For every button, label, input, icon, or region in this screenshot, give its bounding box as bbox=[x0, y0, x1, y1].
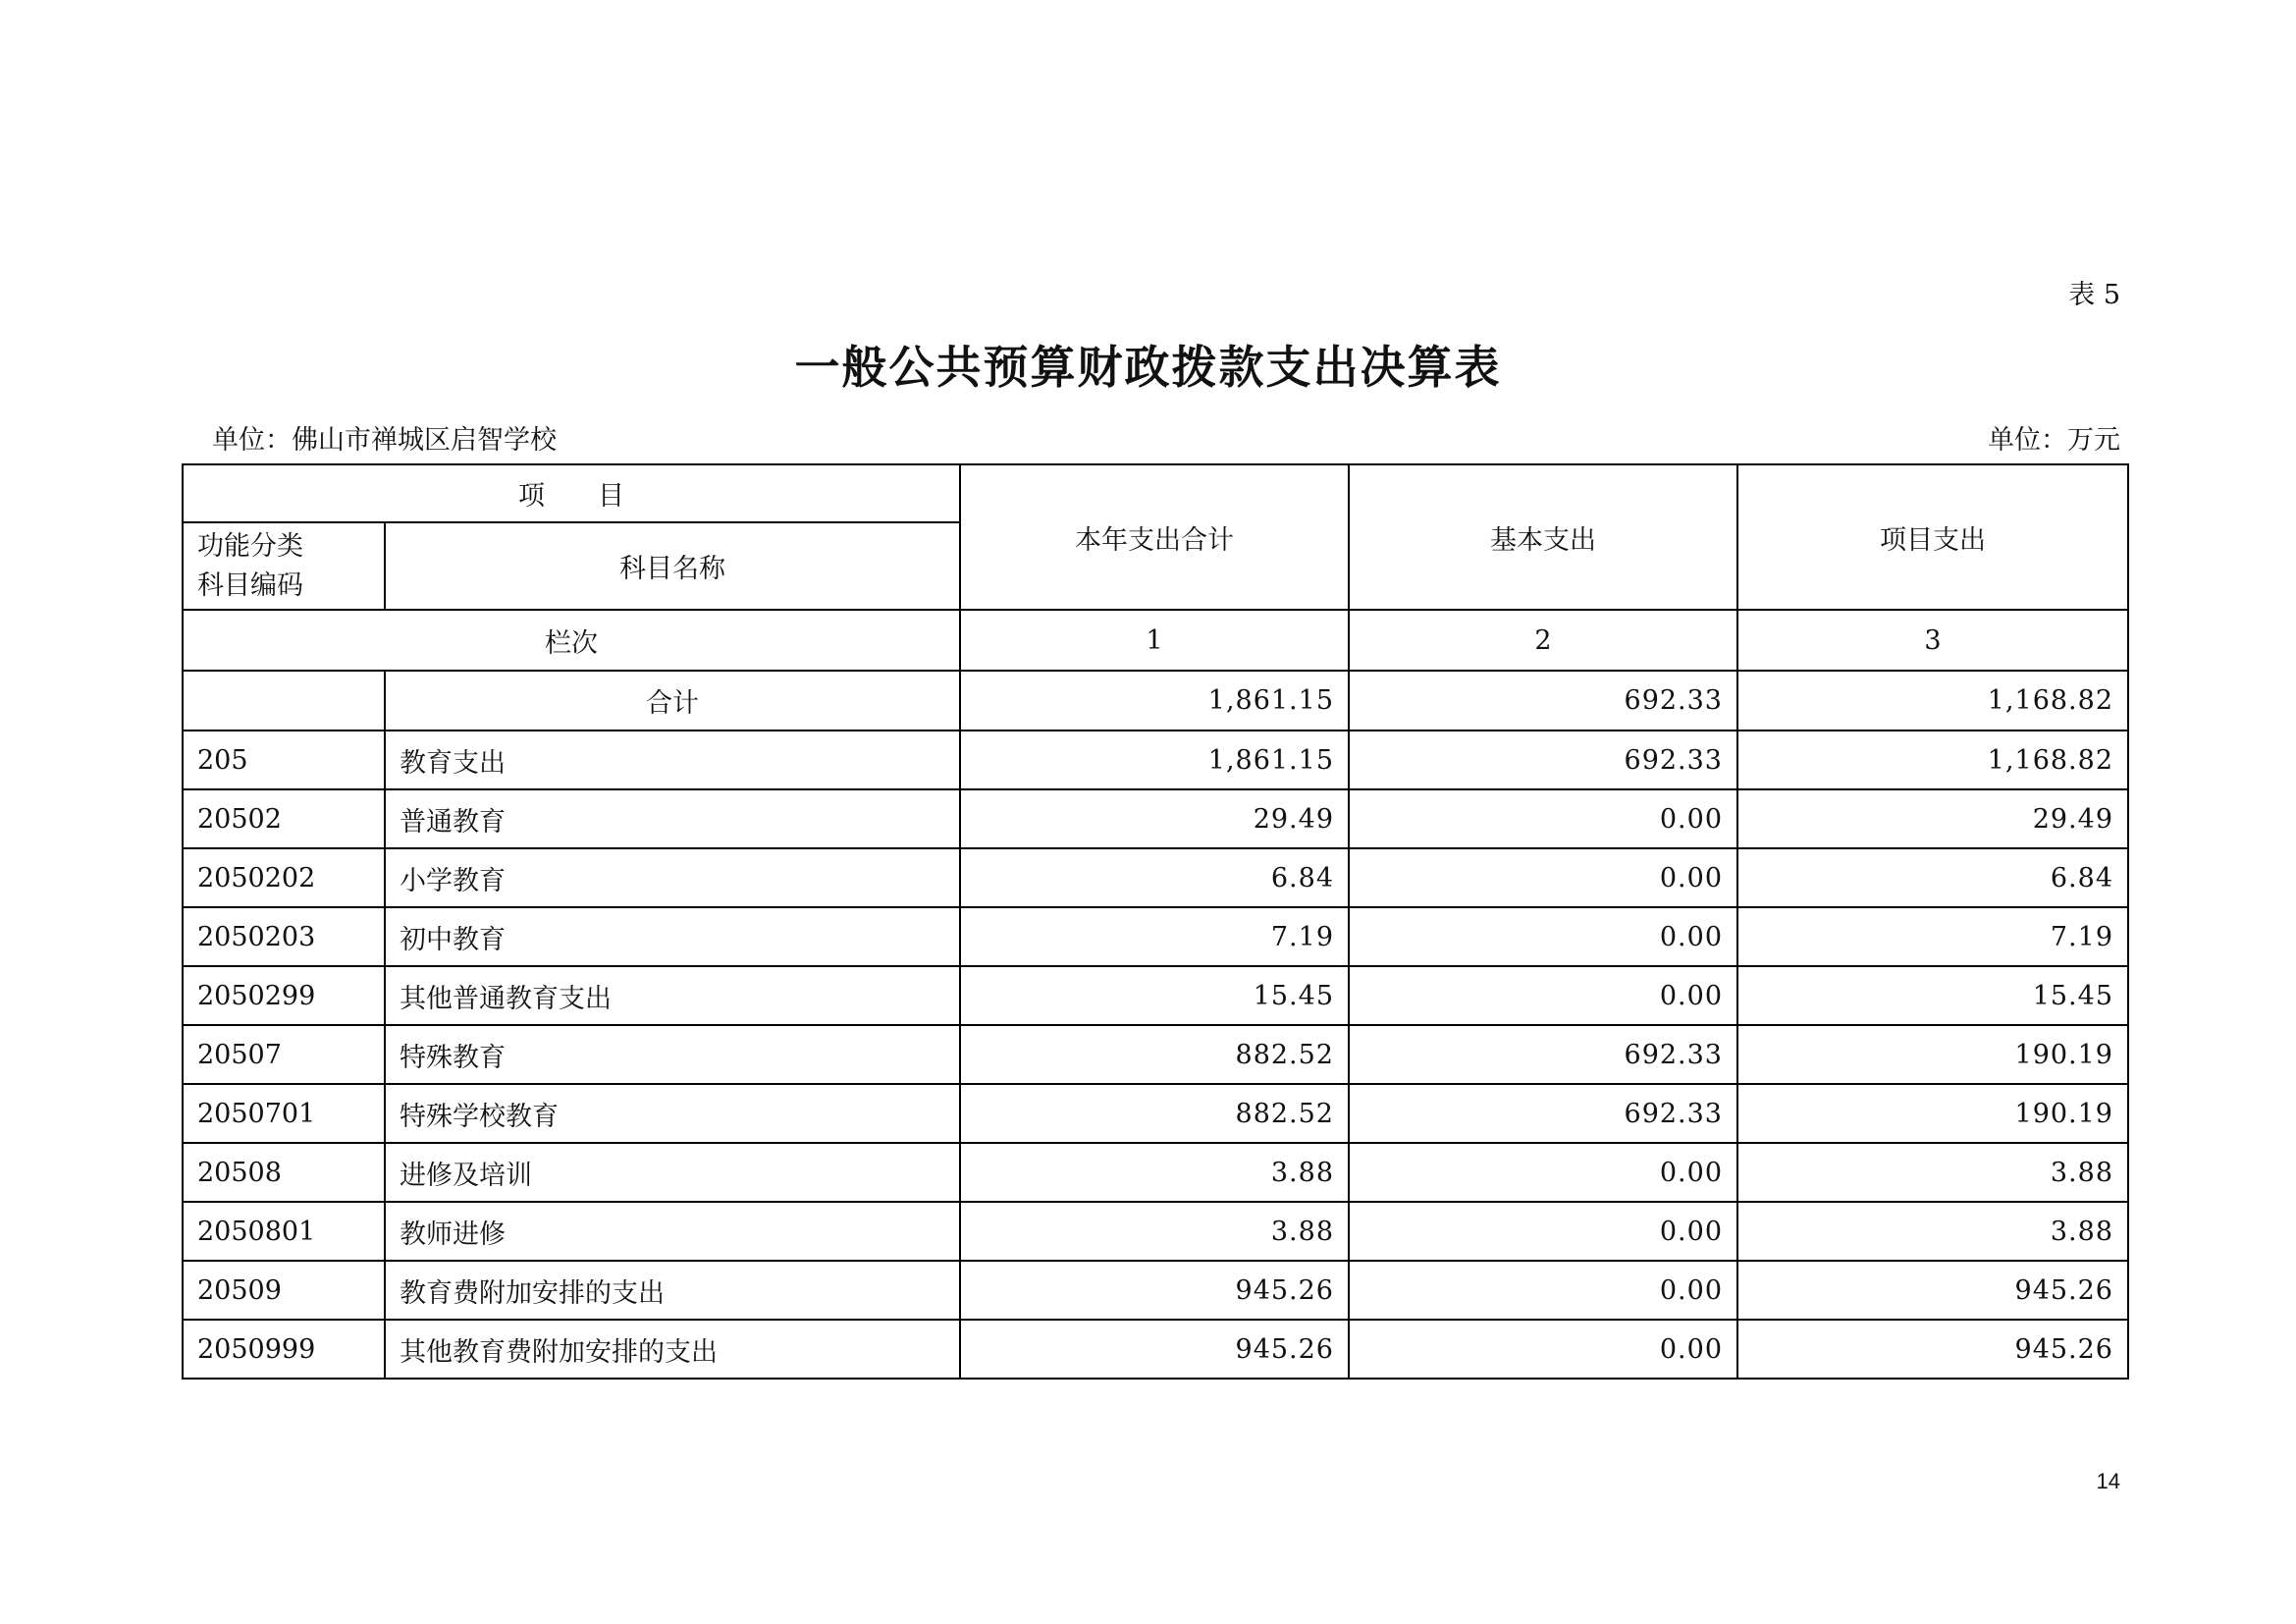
table-row bbox=[183, 1143, 2128, 1202]
column-number-3: 3 bbox=[1737, 610, 2128, 671]
total-row bbox=[183, 671, 2128, 731]
expenditure-table-container bbox=[182, 463, 2127, 1380]
row-code: 2050203 bbox=[183, 907, 385, 966]
page-number: 14 bbox=[2096, 1469, 2120, 1493]
header-function-code bbox=[183, 522, 385, 610]
row-basic-expenditure: 0.00 bbox=[1349, 907, 1737, 966]
row-basic-expenditure: 0.00 bbox=[1349, 966, 1737, 1025]
row-total-expenditure: 3.88 bbox=[960, 1143, 1349, 1202]
table-row bbox=[183, 789, 2128, 848]
row-subject-name: 其他普通教育支出 bbox=[385, 966, 960, 1025]
total-row-basic: 692.33 bbox=[1349, 671, 1737, 731]
row-total-expenditure: 3.88 bbox=[960, 1202, 1349, 1261]
row-subject-name: 初中教育 bbox=[385, 907, 960, 966]
row-total-expenditure: 882.52 bbox=[960, 1084, 1349, 1143]
row-total-expenditure: 7.19 bbox=[960, 907, 1349, 966]
column-number-2: 2 bbox=[1349, 610, 1737, 671]
row-project-expenditure: 6.84 bbox=[1737, 848, 2128, 907]
expenditure-table bbox=[182, 463, 2129, 1380]
header-subject-name: 科目名称 bbox=[385, 522, 960, 610]
row-subject-name: 进修及培训 bbox=[385, 1143, 960, 1202]
row-code: 20508 bbox=[183, 1143, 385, 1202]
column-number-1: 1 bbox=[960, 610, 1349, 671]
header-function-code-line1: 功能分类 bbox=[197, 530, 303, 562]
row-subject-name: 其他教育费附加安排的支出 bbox=[385, 1320, 960, 1379]
column-order-row bbox=[183, 610, 2128, 671]
row-total-expenditure: 29.49 bbox=[960, 789, 1349, 848]
table-row bbox=[183, 848, 2128, 907]
column-order-label: 栏次 bbox=[183, 610, 960, 671]
row-subject-name: 教师进修 bbox=[385, 1202, 960, 1261]
reporting-unit: 单位：佛山市禅城区启智学校 bbox=[212, 425, 557, 456]
row-basic-expenditure: 0.00 bbox=[1349, 789, 1737, 848]
row-basic-expenditure: 0.00 bbox=[1349, 1202, 1737, 1261]
row-project-expenditure: 3.88 bbox=[1737, 1143, 2128, 1202]
row-project-expenditure: 945.26 bbox=[1737, 1320, 2128, 1379]
row-subject-name: 教育支出 bbox=[385, 731, 960, 789]
row-project-expenditure: 190.19 bbox=[1737, 1025, 2128, 1084]
row-subject-name: 普通教育 bbox=[385, 789, 960, 848]
row-total-expenditure: 15.45 bbox=[960, 966, 1349, 1025]
row-basic-expenditure: 0.00 bbox=[1349, 1320, 1737, 1379]
row-subject-name: 小学教育 bbox=[385, 848, 960, 907]
row-code: 205 bbox=[183, 731, 385, 789]
document-title: 一般公共预算财政拨款支出决算表 bbox=[794, 341, 1502, 394]
table-row bbox=[183, 1025, 2128, 1084]
row-project-expenditure: 7.19 bbox=[1737, 907, 2128, 966]
row-project-expenditure: 15.45 bbox=[1737, 966, 2128, 1025]
row-total-expenditure: 945.26 bbox=[960, 1320, 1349, 1379]
row-code: 2050202 bbox=[183, 848, 385, 907]
row-code: 2050999 bbox=[183, 1320, 385, 1379]
row-total-expenditure: 6.84 bbox=[960, 848, 1349, 907]
row-code: 2050701 bbox=[183, 1084, 385, 1143]
row-basic-expenditure: 692.33 bbox=[1349, 1025, 1737, 1084]
table-row bbox=[183, 1320, 2128, 1379]
header-project-expenditure: 项目支出 bbox=[1737, 464, 2128, 610]
row-project-expenditure: 29.49 bbox=[1737, 789, 2128, 848]
total-row-label: 合计 bbox=[385, 671, 960, 731]
total-row-total: 1,861.15 bbox=[960, 671, 1349, 731]
header-item: 项 目 bbox=[183, 464, 960, 522]
row-project-expenditure: 190.19 bbox=[1737, 1084, 2128, 1143]
row-basic-expenditure: 0.00 bbox=[1349, 1261, 1737, 1320]
row-code: 2050299 bbox=[183, 966, 385, 1025]
row-project-expenditure: 3.88 bbox=[1737, 1202, 2128, 1261]
currency-unit: 单位：万元 bbox=[1988, 425, 2120, 456]
row-basic-expenditure: 0.00 bbox=[1349, 848, 1737, 907]
row-code: 20502 bbox=[183, 789, 385, 848]
row-subject-name: 教育费附加安排的支出 bbox=[385, 1261, 960, 1320]
row-basic-expenditure: 692.33 bbox=[1349, 731, 1737, 789]
header-total-expenditure: 本年支出合计 bbox=[960, 464, 1349, 610]
row-subject-name: 特殊学校教育 bbox=[385, 1084, 960, 1143]
row-basic-expenditure: 692.33 bbox=[1349, 1084, 1737, 1143]
table-row bbox=[183, 966, 2128, 1025]
row-basic-expenditure: 0.00 bbox=[1349, 1143, 1737, 1202]
row-total-expenditure: 1,861.15 bbox=[960, 731, 1349, 789]
table-number: 表 5 bbox=[2068, 280, 2120, 310]
row-subject-name: 特殊教育 bbox=[385, 1025, 960, 1084]
table-row bbox=[183, 907, 2128, 966]
header-function-code-line2: 科目编码 bbox=[197, 569, 303, 601]
header-basic-expenditure: 基本支出 bbox=[1349, 464, 1737, 610]
table-row bbox=[183, 1261, 2128, 1320]
row-total-expenditure: 945.26 bbox=[960, 1261, 1349, 1320]
table-row bbox=[183, 1202, 2128, 1261]
total-row-project: 1,168.82 bbox=[1737, 671, 2128, 731]
row-code: 20507 bbox=[183, 1025, 385, 1084]
row-total-expenditure: 882.52 bbox=[960, 1025, 1349, 1084]
table-row bbox=[183, 1084, 2128, 1143]
row-project-expenditure: 945.26 bbox=[1737, 1261, 2128, 1320]
total-row-code bbox=[183, 671, 385, 731]
row-code: 2050801 bbox=[183, 1202, 385, 1261]
row-code: 20509 bbox=[183, 1261, 385, 1320]
row-project-expenditure: 1,168.82 bbox=[1737, 731, 2128, 789]
table-row bbox=[183, 731, 2128, 789]
header-row-1 bbox=[183, 464, 2128, 522]
